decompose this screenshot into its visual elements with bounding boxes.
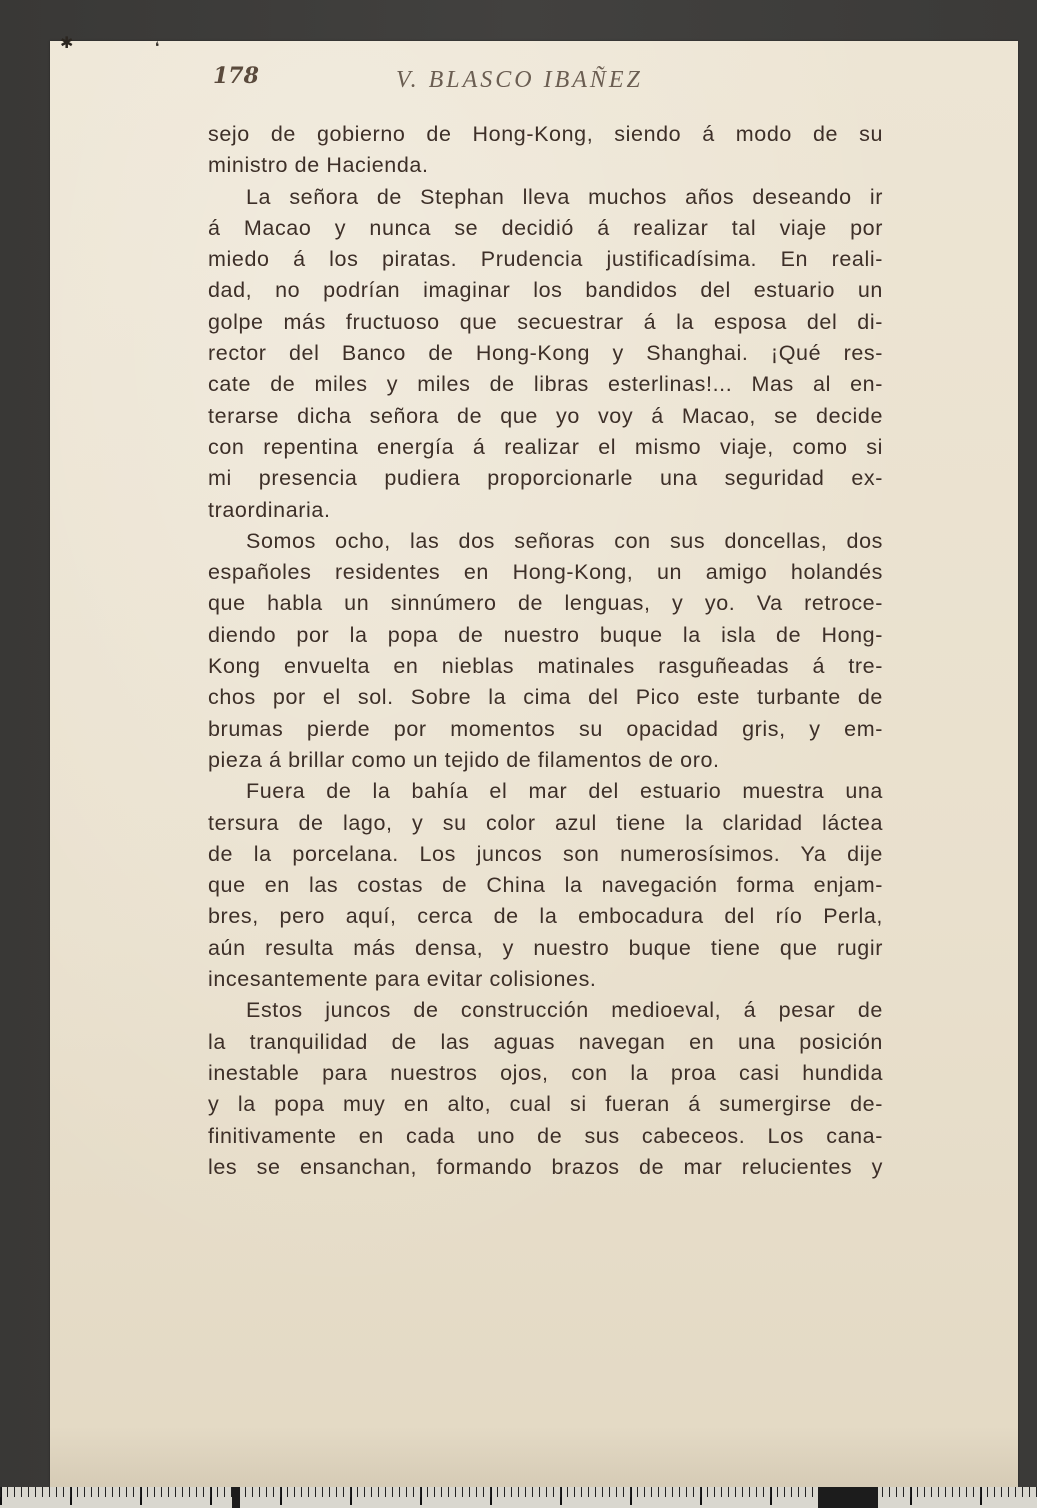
text-line: Somos ocho, las dos señoras con sus doncellas, dos <box>246 528 883 553</box>
text-line: traordinaria. <box>208 497 331 522</box>
body-text <box>208 119 883 1183</box>
text-line: miedo á los piratas. Prudencia justificadísima. En reali- <box>208 247 883 272</box>
running-title: V. BLASCO IBAÑEZ <box>396 67 643 93</box>
page-header <box>213 61 913 101</box>
dust-speck: ✱ <box>60 33 74 52</box>
text-line: finitivamente en cada uno de sus cabeceos. Los cana- <box>208 1123 883 1148</box>
text-line: Fuera de la bahía el mar del estuario muestra una <box>246 779 883 804</box>
text-line: diendo por la popa de nuestro buque la isla de Hong- <box>208 622 883 647</box>
page-number: 178 <box>213 63 259 89</box>
book-page <box>50 33 1018 1487</box>
text-line: ministro de Hacienda. <box>208 153 429 178</box>
paragraph <box>208 182 883 526</box>
paragraph <box>208 995 883 1183</box>
text-line: cate de miles y miles de libras esterlinas!... Mas al en- <box>208 372 883 397</box>
text-line: tersura de lago, y su color azul tiene la claridad láctea <box>208 810 883 835</box>
text-line: con repentina energía á realizar el mismo viaje, como si <box>208 434 883 459</box>
text-line: españoles residentes en Hong-Kong, un amigo holandés <box>208 560 883 585</box>
paragraph <box>208 526 883 776</box>
text-line: pieza á brillar como un tejido de filamentos de oro. <box>208 747 720 772</box>
text-line: chos por el sol. Sobre la cima del Pico este turbante de <box>208 685 883 710</box>
text-line: sejo de gobierno de Hong-Kong, siendo á modo de su <box>208 122 883 146</box>
text-line: que en las costas de China la navegación forma enjam- <box>208 873 883 898</box>
text-line: Kong envuelta en nieblas matinales rasguñeadas á tre- <box>208 654 883 679</box>
text-line: y la popa muy en alto, cual si fueran á sumergirse de- <box>208 1092 883 1117</box>
text-line: brumas pierde por momentos su opacidad gris, y em- <box>208 716 883 741</box>
text-line: mi presencia pudiera proporcionarle una seguridad ex- <box>208 466 883 491</box>
text-line: terarse dicha señora de que yo voy á Macao, se decide <box>208 403 883 428</box>
paragraph <box>208 776 883 995</box>
text-line: dad, no podrían imaginar los bandidos del estuario un <box>208 278 883 303</box>
text-line: La señora de Stephan lleva muchos años deseando ir <box>246 184 883 209</box>
ruler-band <box>232 1487 240 1508</box>
text-line: de la porcelana. Los juncos son numerosísimos. Ya dije <box>208 841 883 866</box>
text-line: rector del Banco de Hong-Kong y Shanghai. ¡Qué res- <box>208 341 883 366</box>
text-line: golpe más fructuoso que secuestrar á la esposa del di- <box>208 309 883 334</box>
scale-ruler <box>0 1487 1037 1508</box>
text-line: Estos juncos de construcción medioeval, á pesar de <box>246 998 883 1023</box>
text-line: que habla un sinnúmero de lenguas, y yo. Va retroce- <box>208 591 883 616</box>
text-line: les se ensanchan, formando brazos de mar relucientes y <box>208 1154 883 1179</box>
ruler-band <box>818 1487 878 1508</box>
dust-speck: ❛ <box>155 40 160 55</box>
text-line: aún resulta más densa, y nuestro buque tiene que rugir <box>208 935 883 960</box>
paragraph <box>208 119 883 182</box>
text-line: incesantemente para evitar colisiones. <box>208 967 597 992</box>
ruler-ticks <box>0 1487 1037 1508</box>
text-line: la tranquilidad de las aguas navegan en una posición <box>208 1029 883 1054</box>
text-line: inestable para nuestros ojos, con la proa casi hundida <box>208 1060 883 1085</box>
text-line: bres, pero aquí, cerca de la embocadura del río Perla, <box>208 904 883 929</box>
text-line: á Macao y nunca se decidió á realizar tal viaje por <box>208 215 883 240</box>
